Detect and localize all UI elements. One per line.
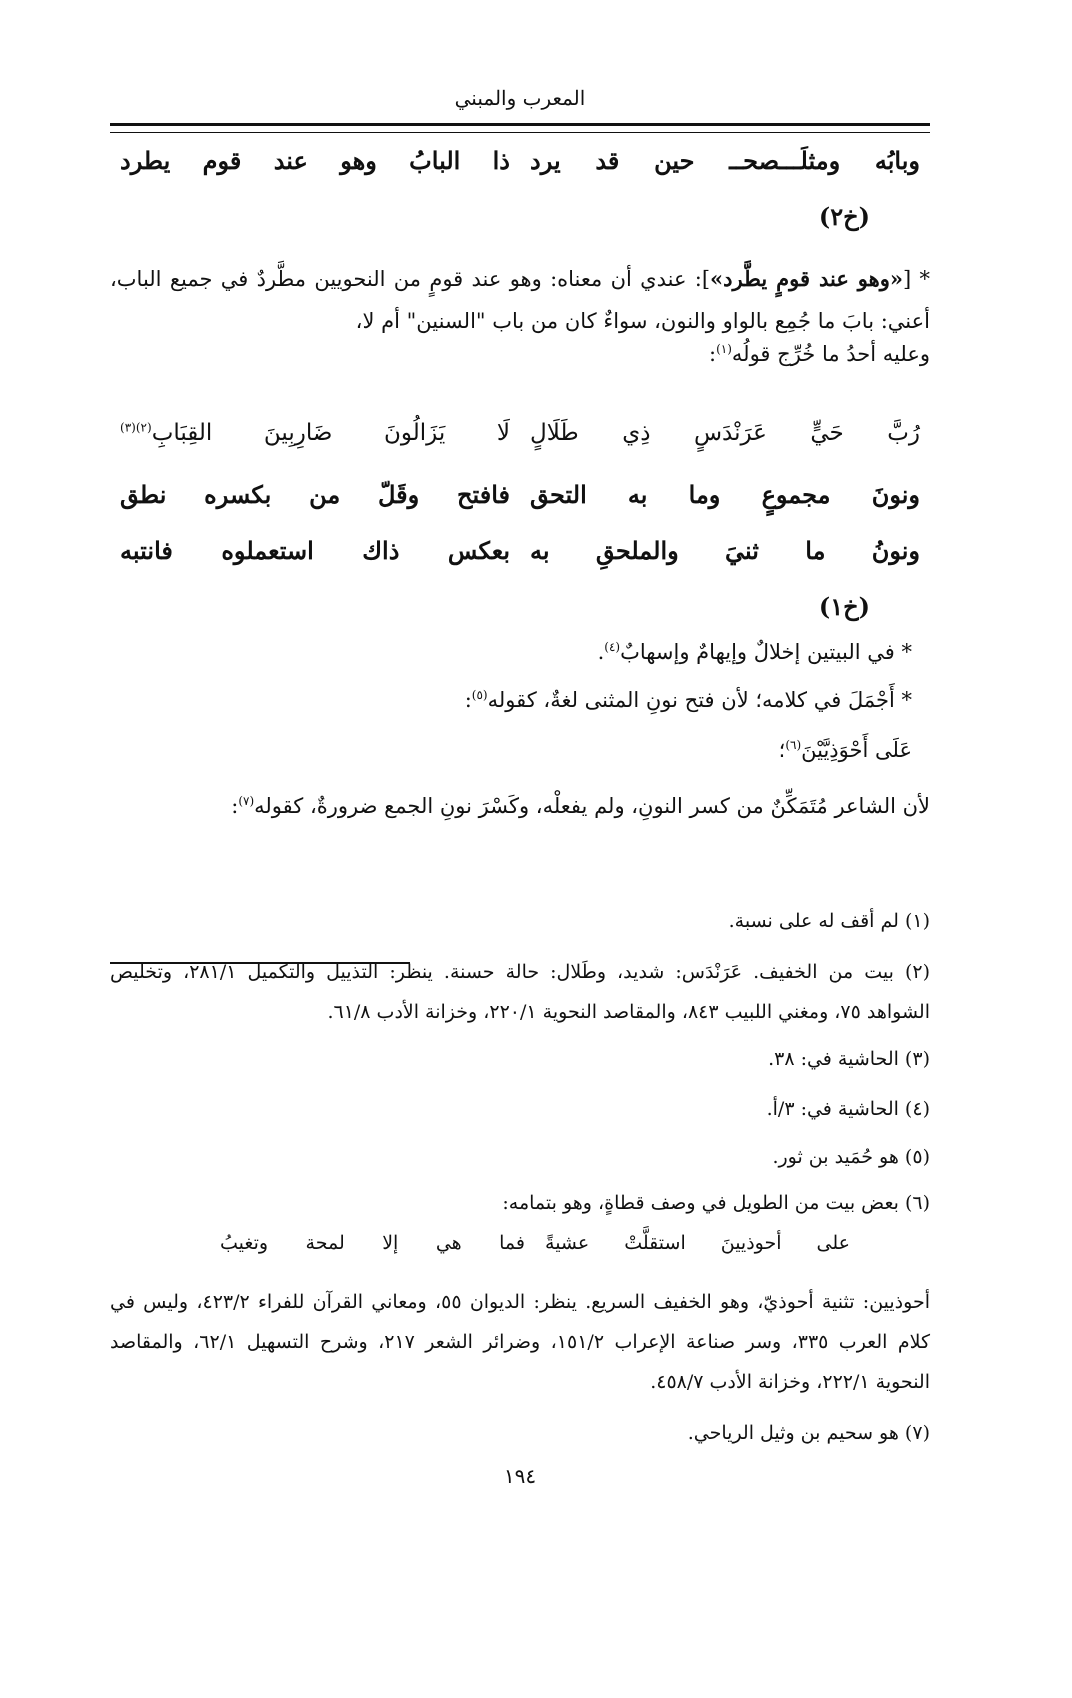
verse-word: فما <box>499 1232 525 1254</box>
verse-word: وقَلّ <box>377 480 420 509</box>
verse-word: لَا <box>496 420 510 446</box>
verse-4-second-hemistich <box>110 536 520 580</box>
verse-3-first-hemistich <box>520 480 930 524</box>
verse-word: رُبَّ <box>887 420 920 446</box>
footnote-6-continued: أحوذيين: تثنية أحوذيّ، وهو الخفيف السريع. ينظر: الديوان ٥٥، ومعاني القرآن للفراء ٤٢٣/٢، وليس في كلام العرب ٣٣٥، وسر صناعة الإعراب ١٥١/٢، وضرائر الشعر ٢١٧، وشرح التسهيل ٦٢/١، والمقاصد النحوية ٢٢٢/١، وخزانة الأدب ٤٥٨/٧. <box>110 1291 930 1393</box>
commentary-paragraph: * [«وهو عند قومٍ يطَّرد»]: عندي أن معناه: وهو عند قومٍ من النحويين مطَّردٌ في جميع الباب، أعني: بابَ ما جُمِع بالواو والنون، سواءٌ كان من باب "السنين" أم لا، <box>110 266 930 333</box>
verse-word: وهو <box>340 146 377 175</box>
header-rule-thick <box>110 123 930 126</box>
verse-word: عند <box>273 146 308 175</box>
footnote-2: (٢) بيت من الخفيف. عَرَنْدَس: شديد، وطَلال: حالة حسنة. ينظر: التذييل والتكميل ٢٨١/١، وتخليص الشواهد ٧٥، ومغني اللبيب ٨٤٣، والمقاصد النحوية ٢٢٠/١، وخزانة الأدب ٦١/٨. <box>110 961 931 1023</box>
verse-word: ذاك <box>362 536 400 565</box>
verse-word: حَيٍّ <box>810 420 844 446</box>
verse-word: به <box>627 480 648 509</box>
verse-word: حين <box>654 146 695 175</box>
verse-word: من <box>309 480 341 509</box>
verse-3-second-hemistich <box>110 480 520 524</box>
verse-word: ومثلَـــصحــ <box>729 146 841 175</box>
verse-word: مجموعٍ <box>761 480 831 509</box>
footnote-5: (٥) هو حُمَيد بن ثور. <box>772 1146 930 1168</box>
verse-word: فافتح <box>457 480 510 509</box>
verse-word: ما <box>805 536 826 565</box>
verse-word: يطرد <box>120 146 171 175</box>
verse-word: بعكس <box>447 536 510 565</box>
quoted-fragment: عَلَى أَحْوَذِيَّيْنَ$^{(٦)}$؛ <box>778 738 912 762</box>
footnote-7: (٧) هو سحيم بن وثيل الرياحي. <box>687 1422 930 1444</box>
verse-1 <box>110 146 930 190</box>
verse-word: استعملوه <box>221 536 314 565</box>
verse-word: وما <box>688 480 721 509</box>
verse-word: أحوذيينَ <box>720 1232 782 1254</box>
verse-3 <box>110 480 930 524</box>
header-rule-thin <box>110 132 930 133</box>
verse-word: لمحة <box>305 1232 345 1254</box>
verse-word: فانتبه <box>120 536 173 565</box>
footnote-ref: (٥) <box>471 688 488 702</box>
verse-word: ثنيَ <box>725 536 759 565</box>
verse-word: قوم <box>202 146 242 175</box>
verse-word: ضَارِبِينَ <box>263 420 333 446</box>
verse-word: نطق <box>120 480 167 509</box>
verse-2-second-hemistich <box>110 420 520 464</box>
verse-word: طَلَالٍ <box>530 420 579 446</box>
verse-word: هي <box>435 1232 462 1254</box>
footnote-ref: (٦) <box>785 738 802 752</box>
verse-word: القِبَابِ$^{(٢)(٣)}$ <box>120 420 213 446</box>
verse-word: على <box>816 1232 850 1254</box>
running-header: المعرب والمبني <box>454 86 586 110</box>
verse-word: ونونُ <box>871 536 920 565</box>
quoted-phrase: «وهو عند قومٍ يطَّرد» <box>710 266 903 291</box>
verse-word: وتغيبُ <box>220 1232 269 1254</box>
footnote-ref: (١) <box>716 342 732 356</box>
verse-1-first-hemistich <box>520 146 930 190</box>
verse-word: والملحقِ <box>595 536 679 565</box>
verse-word: بكسره <box>204 480 272 509</box>
verse-4-first-hemistich <box>520 536 930 580</box>
verse-word: إلا <box>382 1232 399 1254</box>
verse-word: به <box>530 536 550 565</box>
verse-word: يَزَالُونَ <box>384 420 446 446</box>
commentary-line: لأن الشاعر مُتَمَكِّنٌ من كسر النونِ، ولم يفعلْه، وكَسْرَ نونِ الجمع ضرورةٌ، كقوله$^{(٧)}$: <box>231 794 930 818</box>
verse-word: عشيةً <box>545 1232 590 1254</box>
footnote-3: (٣) الحاشية في: ٣٨. <box>768 1048 930 1070</box>
verse-word: ذِي <box>622 420 651 446</box>
verse-2-first-hemistich <box>520 420 930 464</box>
verse-word: عَرَنْدَسٍ <box>693 420 767 446</box>
footnote-ref: (٤) <box>604 640 621 654</box>
verse-word: وبابُه <box>874 146 920 175</box>
fn-verse-second-hemistich <box>210 1232 535 1254</box>
commentary-line: * في البيتين إخلالٌ وإيهامٌ وإسهابٌ$^{(٤)}$. <box>597 640 912 664</box>
footnote-4: (٤) الحاشية في: ٣/أ. <box>766 1098 930 1120</box>
verse-word: ذا <box>492 146 510 175</box>
footnote-1: (١) لم أقف له على نسبة. <box>728 910 930 932</box>
verse-word: ونونَ <box>871 480 920 509</box>
verse-word: يرد <box>530 146 561 175</box>
footnote-6: (٦) بعض بيت من الطويل في وصف قطاةٍ، وهو بتمامه: <box>502 1192 930 1214</box>
fn-verse-first-hemistich <box>535 1232 860 1254</box>
manuscript-marker: (خ١) <box>818 592 870 621</box>
manuscript-marker: (خ٢) <box>818 202 870 231</box>
commentary-line: * أَجْمَلَ في كلامه؛ لأن فتح نونِ المثنى لغةٌ، كقوله$^{(٥)}$: <box>464 688 912 712</box>
verse-word: البابُ <box>409 146 461 175</box>
verse-2 <box>110 420 930 464</box>
footnote-ref: (٢)(٣) <box>120 420 152 435</box>
verse-word: التحق <box>530 480 587 509</box>
page <box>110 0 930 1698</box>
commentary-line: وعليه أحدُ ما خُرِّج قولُه$^{(١)}$: <box>709 342 930 366</box>
verse-4 <box>110 536 930 580</box>
verse-word: استقلَّتْ <box>624 1232 686 1254</box>
footnote-ref: (٧) <box>238 794 255 808</box>
verse-1-second-hemistich <box>110 146 520 190</box>
verse-word: قد <box>595 146 620 175</box>
footnote-6-verse <box>210 1232 860 1254</box>
page-number: ١٩٤ <box>503 1464 537 1488</box>
